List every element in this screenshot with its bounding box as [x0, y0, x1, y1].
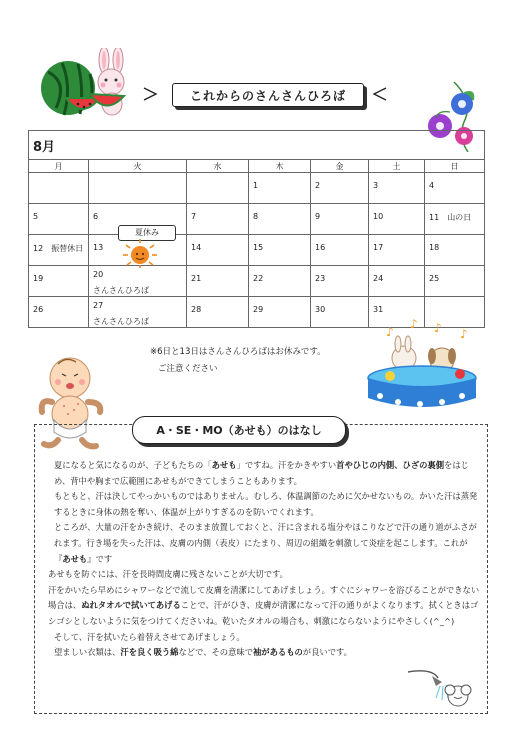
day-number: 31	[373, 305, 384, 314]
bunny-illustration	[88, 48, 136, 118]
day-number: 24	[373, 274, 384, 283]
svg-text:♪: ♪	[386, 325, 394, 339]
calendar-cell	[249, 204, 311, 235]
chevron-right-icon	[142, 86, 158, 102]
svg-text:♪: ♪	[460, 327, 468, 341]
day-number: 3	[373, 181, 379, 190]
calendar-cell	[369, 173, 425, 204]
emphasis-text: 袖があるもの	[253, 647, 303, 658]
article-paragraph-3	[40, 520, 484, 567]
calendar-week-4	[29, 266, 485, 297]
emphasis-text: 首やひじの内側、ひざの裏側	[336, 460, 445, 470]
emphasis-text: 汗を良く吸う綿	[120, 647, 179, 658]
calendar-cell	[187, 204, 249, 235]
calendar-cell	[425, 173, 485, 204]
article-title-text: A・SE・MO（あせも）のはなし	[156, 424, 322, 437]
emphasis-text: あせも	[211, 460, 237, 470]
day-number	[429, 212, 471, 223]
closure-notice-line2: ご注意ください	[158, 364, 218, 374]
article-paragraph-2: もともと、汗は決してやっかいものではありません。むしろ、体温調節のために欠かせないもの。かいた汗は蒸発するときに身体の熱を奪い、体温が上がりすぎるのを防いでくれます。	[54, 491, 478, 517]
day-number: 29	[253, 305, 264, 314]
day-number: 5	[33, 212, 39, 221]
calendar-cell-holiday	[425, 204, 485, 235]
weekday-mon: 月	[29, 160, 89, 173]
calendar-cell	[249, 297, 311, 328]
calendar-cell	[311, 235, 369, 266]
calendar-cell	[249, 173, 311, 204]
day-number	[33, 243, 83, 254]
day-number: 8	[253, 212, 259, 221]
text-run: をはじめ、背中や胸まで広範囲にあせもができてしまうこともあります。	[54, 460, 469, 486]
calendar-cell	[29, 266, 89, 297]
calendar-cell-event	[89, 297, 187, 328]
shower-illustration	[402, 668, 482, 708]
calendar-cell-empty	[89, 173, 187, 204]
day-number: 4	[429, 181, 435, 190]
calendar-cell-empty	[187, 173, 249, 204]
event-label: さんさんひろば	[93, 317, 149, 326]
day-number: 15	[253, 243, 264, 252]
day-number: 27	[93, 301, 104, 310]
closure-notice	[150, 344, 326, 378]
day-number: 25	[429, 274, 440, 283]
text-run: ところが、大量の汗をかき続け、そのまま放置しておくと、汗に含まれる塩分やほこりなどで汗の通り道がふさがれます。行き場を失った汗は、皮膚の内側（表皮）にたまり、周辺の組織を刺激して炎症を起こします。これが『	[54, 522, 477, 564]
day-number: 9	[315, 212, 321, 221]
chevron-left-icon	[372, 86, 388, 102]
day-number: 13	[93, 243, 104, 252]
day-number: 14	[191, 243, 202, 252]
text-run: 夏になると気になるのが、子どもたちの「	[54, 460, 212, 470]
calendar-week-3	[29, 235, 485, 266]
calendar-cell	[187, 297, 249, 328]
calendar-month: 8月	[29, 131, 485, 160]
day-number: 22	[253, 274, 264, 283]
weekday-sat: 土	[369, 160, 425, 173]
text-run: 』です	[87, 553, 113, 564]
calendar-cell-empty	[29, 173, 89, 204]
closure-notice-line1: ※6日と13日はさんさんひろばはお休みです。	[150, 347, 326, 357]
day-number-text: 11	[429, 213, 440, 222]
calendar-cell	[369, 266, 425, 297]
day-number: 18	[429, 243, 440, 252]
day-number: 23	[315, 274, 326, 283]
sun-icon	[121, 237, 159, 269]
day-number: 19	[33, 274, 44, 283]
weekday-thu: 木	[249, 160, 311, 173]
day-number: 16	[315, 243, 326, 252]
calendar-cell-holiday	[29, 235, 89, 266]
day-number: 28	[191, 305, 202, 314]
holiday-label: 振替休日	[51, 244, 84, 253]
text-run: 望ましい衣類は、	[54, 647, 121, 658]
calendar-cell	[311, 204, 369, 235]
weekday-fri: 金	[311, 160, 369, 173]
day-number: 6	[93, 212, 99, 221]
calendar-cell	[311, 173, 369, 204]
calendar-cell	[29, 204, 89, 235]
calendar-cell	[311, 266, 369, 297]
day-number-text: 12	[33, 244, 44, 253]
page-title	[172, 83, 364, 107]
calendar-week-1	[29, 173, 485, 204]
calendar-cell	[311, 297, 369, 328]
article-paragraph-7	[40, 645, 484, 661]
calendar-cell	[187, 235, 249, 266]
text-run: ことで、汗がひき、皮膚が清潔になって汗の通りがよくなります。拭くときはゴシゴシとしないように気をつけてくださいね。乾いたタオルの場合も、刺激にならないようにやさしく(^_^)	[48, 600, 479, 626]
article-title	[132, 416, 346, 444]
calendar-cell	[425, 235, 485, 266]
text-run: 汗をかいたら早めにシャワーなどで流して皮膚を清潔にしてあげましょう。すぐにシャワーを浴びることができない場合は、	[48, 584, 480, 611]
day-number: 2	[315, 181, 321, 190]
calendar-cell	[29, 297, 89, 328]
calendar-cell	[425, 266, 485, 297]
article-paragraph-4: あせもを防ぐには、汗を長時間皮膚に残さないことが大切です。	[48, 569, 288, 580]
weekday-wed: 水	[187, 160, 249, 173]
day-number: 30	[315, 305, 326, 314]
summer-break-badge: 夏休み	[118, 225, 176, 241]
weekday-tue: 火	[89, 160, 187, 173]
day-number: 20	[93, 270, 104, 279]
article-paragraph-5	[40, 583, 484, 630]
calendar-table	[28, 130, 485, 328]
calendar-week-2	[29, 204, 485, 235]
calendar-cell	[369, 235, 425, 266]
calendar-cell	[187, 266, 249, 297]
calendar-weekday-row	[29, 160, 485, 173]
text-run: などで、その意味で	[178, 647, 253, 658]
article-paragraph-1	[40, 458, 484, 489]
svg-text:♪: ♪	[434, 321, 442, 335]
day-number: 7	[191, 212, 197, 221]
weekday-sun: 日	[425, 160, 485, 173]
calendar-cell-event	[89, 266, 187, 297]
page-title-text: これからのさんさんひろば	[189, 88, 346, 103]
day-number: 17	[373, 243, 384, 252]
kiddie-pool-illustration	[364, 318, 480, 414]
emphasis-text: ぬれタオルで拭いてあげる	[81, 600, 181, 611]
calendar-cell	[249, 266, 311, 297]
article-body	[40, 458, 484, 661]
article-paragraph-6: そして、汗を拭いたら着替えさせてあげましょう。	[54, 631, 245, 642]
day-number: 21	[191, 274, 202, 283]
day-number: 1	[253, 181, 259, 190]
text-run: 」ですね。汗をかきやすい	[236, 460, 337, 470]
day-number: 10	[373, 212, 384, 221]
text-run: が良いです。	[302, 647, 352, 658]
day-number: 26	[33, 305, 44, 314]
emphasis-text: あせも	[62, 553, 88, 564]
holiday-label: 山の日	[447, 213, 472, 222]
calendar-cell	[369, 204, 425, 235]
svg-text:♪: ♪	[410, 318, 418, 331]
event-label: さんさんひろば	[93, 286, 149, 295]
calendar-cell	[249, 235, 311, 266]
